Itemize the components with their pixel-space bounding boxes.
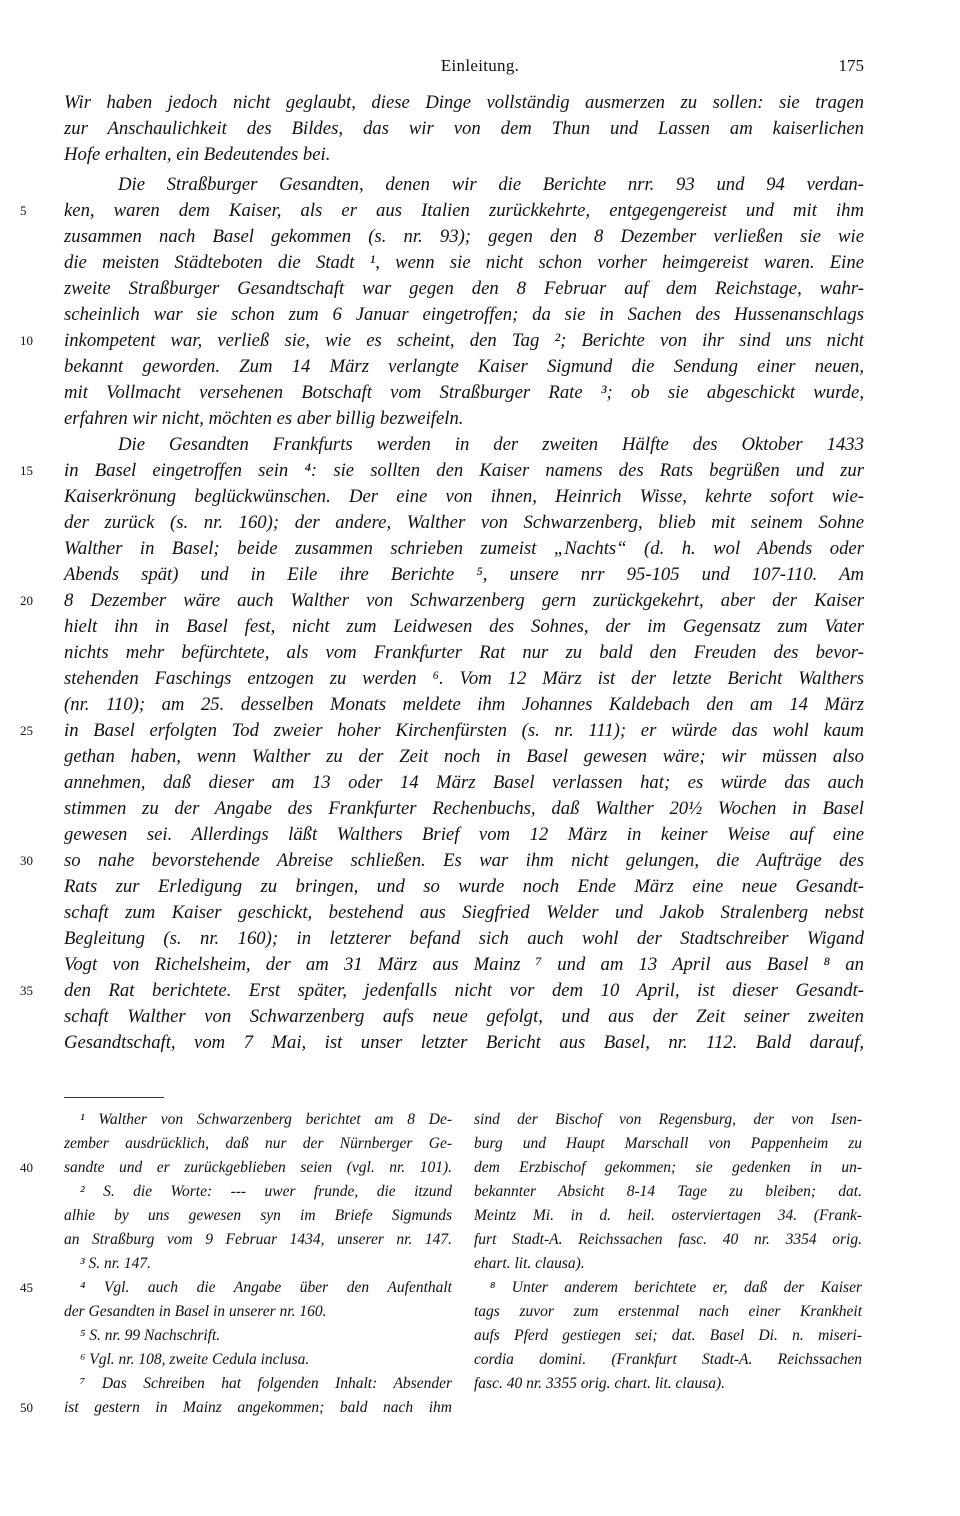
footnote-line: ⁷ Das Schreiben hat folgenden Inhalt: Absender bbox=[80, 1375, 452, 1392]
body-line: Vogt von Richelsheim, der am 31 März aus Mainz ⁷ und am 13 April aus Basel ⁸ an bbox=[64, 954, 864, 975]
body-line: in Basel erfolgten Tod zweier hoher Kirchenfürsten (s. nr. 111); er würde das wohl kaum bbox=[64, 720, 864, 741]
footnote-line: sind der Bischof von Regensburg, der von Isen- bbox=[474, 1111, 862, 1128]
body-line: (nr. 110); am 25. desselben Monats meldete ihm Johannes Kaldebach den am 14 März bbox=[64, 694, 864, 715]
footnote-line: ³ S. nr. 147. bbox=[80, 1255, 151, 1272]
body-line: schaft zum Kaiser geschickt, bestehend aus Siegfried Welder und Jakob Stralenberg nebst bbox=[64, 902, 864, 923]
body-line: Hofe erhalten, ein Bedeutendes bei. bbox=[64, 144, 331, 165]
footnote-line: ¹ Walther von Schwarzenberg berichtet am 8 De- bbox=[80, 1111, 452, 1128]
body-line: Rats zur Erledigung zu bringen, und so wurde noch Ende März eine neue Gesandt- bbox=[64, 876, 864, 897]
footnote-line: ⁸ Unter anderem berichtete er, daß der Kaiser bbox=[490, 1279, 862, 1296]
line-number: 25 bbox=[20, 723, 33, 738]
footnote-line: fasc. 40 nr. 3355 orig. chart. lit. clausa). bbox=[474, 1375, 726, 1392]
footnote-line: ⁵ S. nr. 99 Nachschrift. bbox=[80, 1327, 221, 1344]
line-number: 50 bbox=[20, 1400, 33, 1415]
body-line: inkompetent war, verließ sie, wie es scheint, den Tag ²; Berichte von ihr sind uns nicht bbox=[64, 330, 864, 351]
line-number: 40 bbox=[20, 1160, 33, 1175]
body-line: erfahren wir nicht, möchten es aber billig bezweifeln. bbox=[64, 408, 464, 429]
footnote-line: burg und Haupt Marschall von Pappenheim zu bbox=[474, 1135, 862, 1152]
body-line: in Basel eingetroffen sein ⁴: sie sollten den Kaiser namens des Rats begrüßen und zur bbox=[64, 460, 864, 481]
footnote-line: sandte und er zurückgeblieben seien (vgl. nr. 101). bbox=[64, 1159, 452, 1176]
footnote-line: dem Erzbischof gekommen; sie gedenken in un- bbox=[474, 1159, 862, 1176]
body-line: Begleitung (s. nr. 160); in letzterer befand sich auch wohl der Stadtschreiber Wigand bbox=[64, 928, 864, 949]
body-line: scheinlich war sie schon zum 6 Januar eingetroffen; da sie in Sachen des Hussenanschlags bbox=[64, 304, 864, 325]
body-line: Abends spät) und in Eile ihre Berichte ⁵, unsere nrr 95-105 und 107-110. Am bbox=[64, 564, 864, 585]
body-line: zweite Straßburger Gesandtschaft war gegen den 8 Februar auf dem Reichstage, wahr- bbox=[64, 278, 864, 299]
body-line: gewesen sei. Allerdings läßt Walthers Brief vom 12 März in keiner Weise auf eine bbox=[64, 824, 864, 845]
body-line: der zurück (s. nr. 160); der andere, Walther von Schwarzenberg, blieb mit seinem Sohne bbox=[64, 512, 864, 533]
footnote-line: alhie by uns gewesen syn im Briefe Sigmunds bbox=[64, 1207, 452, 1224]
body-line: den Rat berichtete. Erst später, jedenfalls nicht vor dem 10 April, ist dieser Gesandt- bbox=[64, 980, 864, 1001]
line-number: 30 bbox=[20, 853, 33, 868]
footnote-line: ² S. die Worte: --- uwer frunde, die itzund bbox=[80, 1183, 452, 1200]
line-number: 45 bbox=[20, 1280, 33, 1295]
footnote-line: zember ausdrücklich, daß nur der Nürnberger Ge- bbox=[64, 1135, 452, 1152]
body-line: ken, waren dem Kaiser, als er aus Italien zurückkehrte, entgegengereist und mit ihm bbox=[64, 200, 864, 221]
footnote-line: cordia domini. (Frankfurt Stadt-A. Reichssachen bbox=[474, 1351, 862, 1368]
body-line: zusammen nach Basel gekommen (s. nr. 93); gegen den 8 Dezember verließen sie wie bbox=[64, 226, 864, 247]
page-number: 175 bbox=[838, 56, 864, 75]
body-line: schaft Walther von Schwarzenberg aufs neue gefolgt, und aus der Zeit seiner zweiten bbox=[64, 1006, 864, 1027]
page-header-title: Einleitung. bbox=[440, 56, 520, 75]
footnote-line: ⁴ Vgl. auch die Angabe über den Aufenthalt bbox=[80, 1279, 452, 1296]
footnote-line: ehart. lit. clausa). bbox=[474, 1255, 585, 1272]
body-line: Wir haben jedoch nicht geglaubt, diese Dinge vollständig ausmerzen zu sollen: sie tragen bbox=[64, 92, 864, 113]
line-number: 5 bbox=[20, 203, 27, 218]
footnote-separator bbox=[64, 1097, 164, 1098]
line-number: 20 bbox=[20, 593, 33, 608]
body-line: die meisten Städteboten die Stadt ¹, wenn sie nicht schon vorher heimgereist waren. Eine bbox=[64, 252, 864, 273]
body-line: stehenden Faschings entzogen zu werden ⁶. Vom 12 März ist der letzte Bericht Walthers bbox=[64, 668, 864, 689]
body-line: 8 Dezember wäre auch Walther von Schwarzenberg gern zurückgekehrt, aber der Kaiser bbox=[64, 590, 864, 611]
footnote-line: aufs Pferd gestiegen sei; dat. Basel Di. n. miseri- bbox=[474, 1327, 862, 1344]
footnote-line: bekannter Absicht 8-14 Tage zu bleiben; dat. bbox=[474, 1183, 862, 1200]
body-line: mit Vollmacht versehenen Botschaft vom Straßburger Rate ³; ob sie abgeschickt wurde, bbox=[64, 382, 864, 403]
body-line: Die Straßburger Gesandten, denen wir die Berichte nrr. 93 und 94 verdan- bbox=[118, 174, 864, 195]
body-line: Gesandtschaft, vom 7 Mai, ist unser letzter Bericht aus Basel, nr. 112. Bald darauf, bbox=[64, 1032, 864, 1053]
body-line: zur Anschaulichkeit des Bildes, das wir von dem Thun und Lassen am kaiserlichen bbox=[64, 118, 864, 139]
body-line: gethan haben, wenn Walther zu der Zeit noch in Basel gewesen wäre; wir müssen also bbox=[64, 746, 864, 767]
line-number: 15 bbox=[20, 463, 33, 478]
footnote-line: tags zuvor zum erstenmal nach einer Krankheit bbox=[474, 1303, 862, 1320]
footnote-line: Meintz Mi. in d. heil. osterviertagen 34. (Frank- bbox=[474, 1207, 862, 1224]
line-number: 10 bbox=[20, 333, 33, 348]
footnote-line: furt Stadt-A. Reichssachen fasc. 40 nr. 3354 orig. bbox=[474, 1231, 862, 1248]
body-line: annehmen, daß dieser am 13 oder 14 März Basel verlassen hat; es würde das auch bbox=[64, 772, 864, 793]
body-line: Walther in Basel; beide zusammen schrieben zumeist „Nachts“ (d. h. wol Abends oder bbox=[64, 538, 864, 559]
line-number: 35 bbox=[20, 983, 33, 998]
footnote-line: ⁶ Vgl. nr. 108, zweite Cedula inclusa. bbox=[80, 1351, 310, 1368]
body-line: Kaiserkrönung beglückwünschen. Der eine von ihnen, Heinrich Wisse, kehrte sofort wie- bbox=[64, 486, 864, 507]
footnote-line: ist gestern in Mainz angekommen; bald nach ihm bbox=[64, 1399, 452, 1416]
body-line: Die Gesandten Frankfurts werden in der zweiten Hälfte des Oktober 1433 bbox=[118, 434, 864, 455]
body-line: so nahe bevorstehende Abreise schließen. Es war ihm nicht gelungen, die Aufträge des bbox=[64, 850, 864, 871]
body-line: bekannt geworden. Zum 14 März verlangte Kaiser Sigmund die Sendung einer neuen, bbox=[64, 356, 864, 377]
footnote-line: der Gesandten in Basel in unserer nr. 160. bbox=[64, 1303, 327, 1320]
body-line: nichts mehr befürchtete, als vom Frankfurter Rat nur zu bald den Freuden des bevor- bbox=[64, 642, 864, 663]
body-line: hielt ihn in Basel fest, nicht zum Leidwesen des Sohnes, der im Gegensatz zum Vater bbox=[64, 616, 864, 637]
body-line: stimmen zu der Angabe des Frankfurter Rechenbuchs, daß Walther 20½ Wochen in Basel bbox=[64, 798, 864, 819]
footnote-line: an Straßburg vom 9 Februar 1434, unserer nr. 147. bbox=[64, 1231, 452, 1248]
